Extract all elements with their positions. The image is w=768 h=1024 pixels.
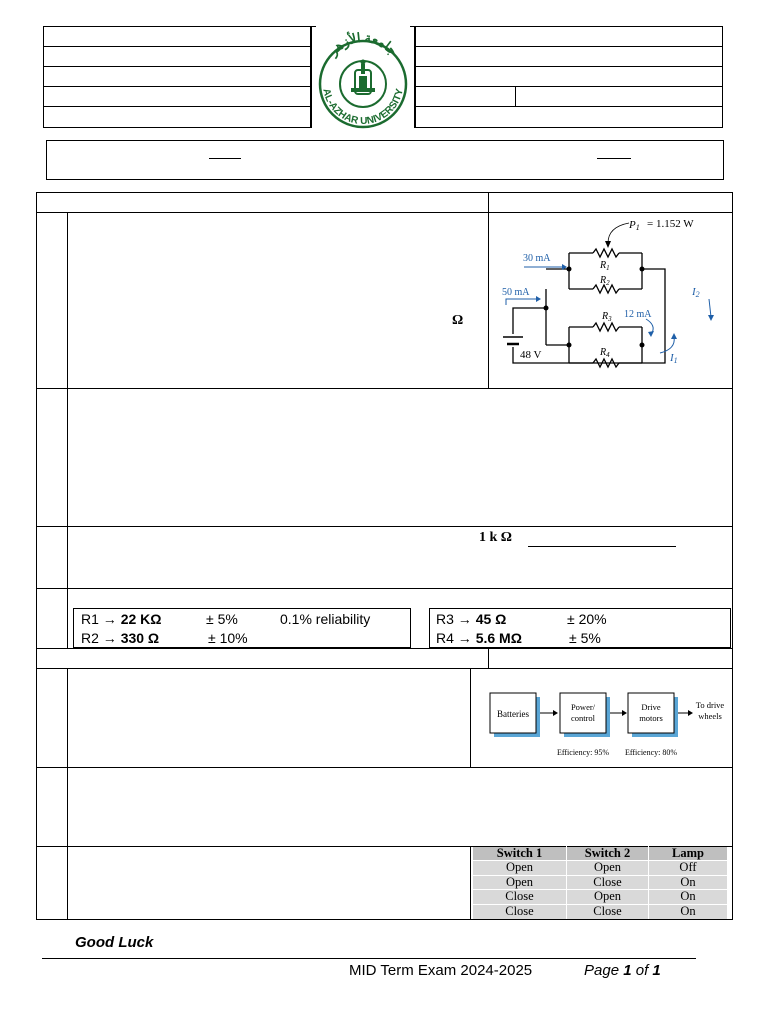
r2-name: R2 [81, 630, 99, 646]
r1-tolerance: ± 5% [206, 611, 238, 627]
efficiency-1-label: Efficiency: 95% [556, 748, 610, 757]
p1-label: P1 [629, 219, 640, 232]
logo-english-text: AL-AZHAR UNIVERSITY [320, 87, 406, 128]
p1-value: = 1.152 W [647, 218, 694, 230]
to-drive-wheels-label: To drive [695, 700, 725, 710]
r4-value: 5.6 MΩ [475, 630, 522, 646]
svg-text:control: control [570, 713, 596, 723]
arrowhead [708, 315, 714, 321]
q5-image-divider [470, 668, 471, 768]
header-left-row [44, 47, 310, 67]
i2-arrow [709, 299, 711, 317]
truth-table-cell: Close [505, 889, 534, 903]
arrowhead [622, 710, 627, 716]
efficiency-2-label: Efficiency: 80% [624, 748, 678, 757]
page-number [584, 962, 661, 979]
r1-name: R1 [81, 611, 99, 627]
page-word: Page [584, 962, 620, 979]
info-blank-line[interactable] [597, 158, 631, 159]
r4-name: R4 [436, 630, 454, 646]
svg-text:Drive: Drive [641, 702, 661, 712]
truth-table-cell: On [648, 904, 727, 919]
header-right-row [416, 67, 722, 87]
row-divider [36, 767, 733, 768]
p1-arrow [608, 223, 629, 243]
current-50ma-arrow [506, 299, 536, 305]
resistor-list-right [429, 608, 731, 648]
info-blank-line[interactable] [209, 158, 241, 159]
table-row [473, 876, 727, 891]
truth-table [473, 847, 727, 919]
truth-table-header-row [473, 847, 727, 861]
table-header-divider [488, 192, 489, 388]
r4-row [436, 630, 522, 646]
truth-table-header: Lamp [648, 846, 727, 861]
arrowhead [605, 241, 611, 248]
current-12ma-label: 12 mA [624, 309, 652, 320]
arrowhead [671, 333, 677, 339]
header-left-row [44, 87, 310, 107]
svg-text:Batteries: Batteries [497, 709, 529, 719]
arrowhead [553, 710, 558, 716]
i1-arrow [660, 337, 674, 353]
truth-table-cell: Open [505, 860, 534, 874]
section-header-divider [488, 648, 489, 669]
q1-omega-symbol: Ω [452, 313, 464, 328]
r3-label: $R_3$ [602, 311, 612, 323]
truth-table-cell: Close [505, 903, 534, 918]
current-30ma-label: 30 mA [523, 253, 551, 264]
header-left-table [43, 26, 311, 128]
truth-table-cell: Close [566, 875, 648, 890]
drive-motors-block [628, 693, 678, 737]
r3-row [436, 611, 506, 627]
of-word: of [635, 962, 649, 979]
page-total: 1 [652, 962, 661, 979]
block-diagram [480, 686, 728, 760]
resistor-r3 [593, 323, 619, 331]
header-right-row [416, 87, 722, 107]
nodes [544, 267, 645, 348]
header-right-row [416, 47, 722, 67]
arrow-icon: → [102, 611, 117, 627]
resistor-list-left [73, 608, 411, 648]
voltage-label: 48 V [520, 349, 542, 361]
svg-text:motors: motors [639, 713, 663, 723]
truth-table-cell: Close [566, 904, 648, 919]
circuit-diagram [496, 213, 726, 385]
question-number-column [67, 668, 68, 920]
r3-name: R3 [436, 611, 454, 627]
arrowhead [536, 296, 541, 302]
q3-answer-line[interactable] [528, 546, 676, 547]
table-row [473, 861, 727, 876]
logo-arabic-text: جامعة الأزهر [325, 29, 401, 59]
arrowhead [648, 331, 654, 337]
exam-title: MID Term Exam 2024-2025 [349, 962, 533, 979]
r1-reliability: 0.1% reliability [280, 611, 371, 627]
truth-table-cell: Open [505, 874, 534, 889]
r2-row [81, 630, 159, 646]
good-luck-text: Good Luck [75, 934, 154, 951]
arrow-icon: → [102, 630, 117, 646]
truth-table-header: Switch 1 [496, 846, 543, 860]
power-control-block [560, 693, 610, 737]
truth-table-header: Switch 2 [566, 846, 648, 861]
header-left-row [44, 67, 310, 87]
question-number-column [67, 212, 68, 649]
to-drive-wheels-label: wheels [698, 711, 722, 721]
arrow-icon: → [457, 611, 472, 627]
header-right-row [416, 27, 722, 47]
row-divider [36, 588, 733, 589]
i2-label: I2 [692, 286, 700, 299]
r3-value: 45 Ω [475, 611, 507, 627]
arrowhead [688, 710, 693, 716]
truth-table-cell: Open [566, 860, 648, 875]
r4-label: $R_4$ [600, 347, 610, 359]
truth-table-cell: Off [648, 860, 727, 875]
r2-value: 330 Ω [120, 630, 160, 646]
r1-row [81, 611, 161, 627]
current-12ma-arrow [646, 319, 653, 333]
battery-symbol [503, 337, 523, 344]
q7-image-divider [470, 846, 471, 920]
r3-tolerance: ± 20% [567, 611, 607, 627]
i1-label: I1 [670, 352, 678, 365]
r2-tolerance: ± 10% [208, 630, 248, 646]
table-header-row [36, 192, 733, 213]
student-info-box [46, 140, 724, 180]
r2-label: $R_2$ [600, 275, 610, 287]
r1-value: 22 KΩ [120, 611, 162, 627]
truth-table-cell: On [648, 875, 727, 890]
table-row [473, 890, 727, 905]
r4-tolerance: ± 5% [569, 630, 601, 646]
r1-label: $R_1$ [600, 260, 610, 272]
row-divider [36, 526, 733, 527]
university-logo [317, 26, 409, 130]
arrow-icon: → [457, 630, 472, 646]
footer-rule [42, 958, 696, 959]
row-divider [36, 388, 733, 389]
header-left-row [44, 27, 310, 47]
truth-table-cell: On [648, 889, 727, 904]
batteries-block [490, 693, 540, 737]
page-current: 1 [623, 962, 632, 979]
current-50ma-label: 50 mA [502, 287, 530, 298]
header-right-divider [515, 87, 516, 107]
table-row [473, 905, 727, 920]
header-right-table [415, 26, 723, 128]
truth-table-cell: Open [566, 889, 648, 904]
q3-resistance-value: 1 k Ω [479, 530, 512, 545]
section-header-row [36, 648, 733, 669]
header-top-line [311, 26, 316, 27]
resistor-r1 [593, 249, 619, 257]
svg-text:Power/: Power/ [570, 702, 596, 712]
